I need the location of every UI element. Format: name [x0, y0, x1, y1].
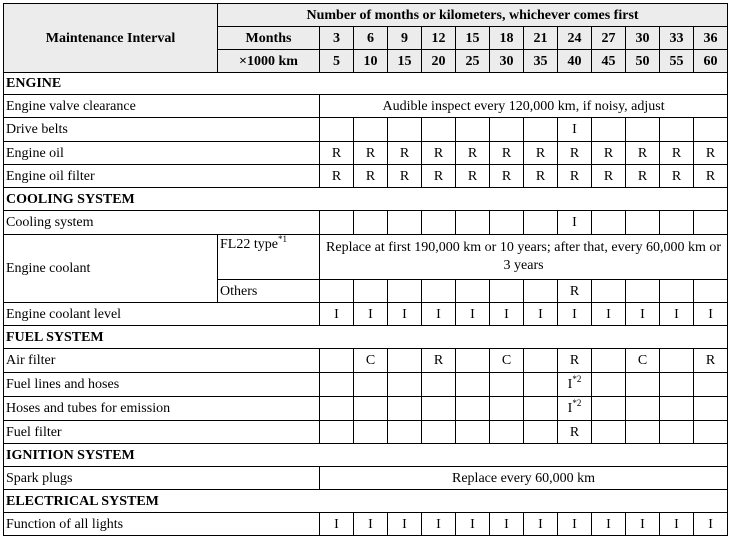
item-row-spark_plugs — [4, 467, 728, 490]
schedule-cell: I — [660, 513, 694, 536]
item-row-valve_clearance — [4, 95, 728, 118]
schedule-cell — [320, 349, 354, 373]
schedule-cell: R — [456, 142, 490, 165]
schedule-cell — [388, 421, 422, 444]
schedule-cell — [592, 280, 626, 303]
schedule-cell — [354, 118, 388, 142]
schedule-cell: R — [320, 142, 354, 165]
schedule-cell — [694, 280, 728, 303]
schedule-cell — [456, 421, 490, 444]
months-label: Months — [218, 27, 320, 50]
km-header-15: 15 — [388, 50, 422, 73]
schedule-cell: I — [660, 303, 694, 326]
coolant-type-fl22 — [218, 235, 320, 280]
month-header-15: 15 — [456, 27, 490, 50]
schedule-cell: I — [694, 303, 728, 326]
item-row-cooling_system — [4, 211, 728, 235]
schedule-cell: C — [490, 349, 524, 373]
item-row-drive_belts — [4, 118, 728, 142]
schedule-cell: R — [592, 142, 626, 165]
schedule-cell-value: I — [567, 401, 573, 416]
schedule-cell — [490, 373, 524, 397]
coolant-type-others: Others — [218, 280, 320, 303]
schedule-cell — [456, 397, 490, 421]
schedule-cell — [626, 397, 660, 421]
schedule-cell — [694, 211, 728, 235]
schedule-cell: R — [320, 165, 354, 188]
item-label: Air filter — [4, 349, 320, 373]
section-row-fuel — [4, 326, 728, 349]
schedule-cell: I — [626, 513, 660, 536]
schedule-cell — [354, 211, 388, 235]
month-header-9: 9 — [388, 27, 422, 50]
item-label: Hoses and tubes for emission — [4, 397, 320, 421]
schedule-cell: R — [558, 142, 592, 165]
schedule-cell — [592, 397, 626, 421]
km-header-10: 10 — [354, 50, 388, 73]
schedule-cell — [694, 373, 728, 397]
header-row-title — [4, 4, 728, 27]
item-label: Fuel lines and hoses — [4, 373, 320, 397]
km-header-5: 5 — [320, 50, 354, 73]
item-note: Replace at first 190,000 km or 10 years; after that, every 60,000 km or 3 years — [320, 235, 728, 280]
maintenance-interval-header: Maintenance Interval — [4, 4, 218, 73]
schedule-cell — [320, 118, 354, 142]
schedule-cell: I — [694, 513, 728, 536]
schedule-cell — [422, 373, 456, 397]
schedule-cell — [558, 397, 592, 421]
schedule-cell — [660, 349, 694, 373]
schedule-cell — [388, 211, 422, 235]
schedule-cell — [354, 373, 388, 397]
km-header-30: 30 — [490, 50, 524, 73]
item-row-coolant-fl22 — [4, 235, 728, 280]
schedule-cell: I — [456, 303, 490, 326]
item-label: Drive belts — [4, 118, 320, 142]
section-heading-engine: ENGINE — [4, 73, 728, 95]
km-header-60: 60 — [694, 50, 728, 73]
schedule-cell: I — [626, 303, 660, 326]
schedule-cell — [592, 349, 626, 373]
schedule-cell — [660, 421, 694, 444]
schedule-cell: R — [354, 142, 388, 165]
month-header-21: 21 — [524, 27, 558, 50]
month-header-36: 36 — [694, 27, 728, 50]
schedule-cell: I — [354, 303, 388, 326]
schedule-cell: R — [694, 165, 728, 188]
schedule-cell — [456, 280, 490, 303]
schedule-cell — [524, 397, 558, 421]
schedule-cell — [558, 373, 592, 397]
item-row-emission_hoses — [4, 397, 728, 421]
schedule-cell — [490, 421, 524, 444]
schedule-cell — [660, 397, 694, 421]
item-label: Fuel filter — [4, 421, 320, 444]
schedule-cell — [422, 280, 456, 303]
schedule-cell — [388, 349, 422, 373]
footnote-marker: *1 — [277, 234, 287, 244]
schedule-cell — [422, 397, 456, 421]
maintenance-schedule-table — [3, 3, 728, 536]
schedule-cell: I — [422, 303, 456, 326]
schedule-cell — [490, 118, 524, 142]
schedule-cell — [592, 373, 626, 397]
schedule-cell: I — [558, 303, 592, 326]
schedule-cell: R — [558, 165, 592, 188]
item-label: Spark plugs — [4, 467, 320, 490]
schedule-cell — [320, 397, 354, 421]
month-header-12: 12 — [422, 27, 456, 50]
schedule-cell — [422, 211, 456, 235]
schedule-cell: R — [694, 142, 728, 165]
schedule-cell — [320, 421, 354, 444]
schedule-cell — [694, 118, 728, 142]
schedule-cell — [524, 118, 558, 142]
schedule-cell — [456, 349, 490, 373]
km-header-25: 25 — [456, 50, 490, 73]
section-heading-fuel: FUEL SYSTEM — [4, 326, 728, 349]
month-header-27: 27 — [592, 27, 626, 50]
schedule-cell — [626, 118, 660, 142]
schedule-cell — [388, 280, 422, 303]
item-label: Cooling system — [4, 211, 320, 235]
schedule-cell: I — [558, 513, 592, 536]
schedule-cell: I — [388, 513, 422, 536]
item-label: Engine oil filter — [4, 165, 320, 188]
schedule-cell — [660, 280, 694, 303]
schedule-cell — [524, 349, 558, 373]
schedule-cell-value: I — [567, 377, 573, 392]
km-header-45: 45 — [592, 50, 626, 73]
schedule-cell — [422, 421, 456, 444]
item-label: Engine coolant level — [4, 303, 320, 326]
section-heading-cooling: COOLING SYSTEM — [4, 188, 728, 211]
schedule-cell: I — [524, 513, 558, 536]
schedule-cell: I — [490, 303, 524, 326]
item-row-lights — [4, 513, 728, 536]
item-label: Engine coolant — [4, 235, 218, 303]
schedule-cell: R — [660, 142, 694, 165]
schedule-cell — [320, 280, 354, 303]
schedule-cell — [456, 373, 490, 397]
schedule-cell — [422, 118, 456, 142]
km-header-55: 55 — [660, 50, 694, 73]
schedule-cell — [456, 211, 490, 235]
schedule-cell — [626, 211, 660, 235]
footnote-marker: *2 — [572, 398, 582, 408]
schedule-cell: I — [456, 513, 490, 536]
item-row-coolant_level — [4, 303, 728, 326]
schedule-cell — [388, 373, 422, 397]
schedule-cell — [524, 421, 558, 444]
section-heading-electrical: ELECTRICAL SYSTEM — [4, 490, 728, 513]
schedule-cell — [490, 397, 524, 421]
schedule-cell: I — [320, 513, 354, 536]
km-header-50: 50 — [626, 50, 660, 73]
schedule-cell: R — [354, 165, 388, 188]
month-header-33: 33 — [660, 27, 694, 50]
km-header-35: 35 — [524, 50, 558, 73]
item-row-fuel_lines — [4, 373, 728, 397]
schedule-cell: I — [558, 118, 592, 142]
schedule-cell — [626, 421, 660, 444]
schedule-cell: R — [558, 349, 592, 373]
schedule-cell — [524, 211, 558, 235]
schedule-cell — [388, 397, 422, 421]
month-header-6: 6 — [354, 27, 388, 50]
month-header-3: 3 — [320, 27, 354, 50]
km-label: ×1000 km — [218, 50, 320, 73]
schedule-cell: R — [558, 280, 592, 303]
schedule-cell: I — [592, 513, 626, 536]
item-note: Replace every 60,000 km — [320, 467, 728, 490]
item-label: Engine oil — [4, 142, 320, 165]
month-header-18: 18 — [490, 27, 524, 50]
schedule-cell — [592, 211, 626, 235]
schedule-cell — [694, 397, 728, 421]
km-header-40: 40 — [558, 50, 592, 73]
coolant-type-label: FL22 type — [220, 237, 278, 252]
section-heading-ignition: IGNITION SYSTEM — [4, 444, 728, 467]
schedule-cell: R — [422, 349, 456, 373]
schedule-cell: R — [694, 349, 728, 373]
schedule-cell — [320, 211, 354, 235]
month-header-30: 30 — [626, 27, 660, 50]
schedule-cell: R — [388, 165, 422, 188]
schedule-cell — [592, 421, 626, 444]
schedule-cell: I — [592, 303, 626, 326]
schedule-cell: R — [592, 165, 626, 188]
schedule-cell: R — [626, 142, 660, 165]
schedule-cell: R — [422, 142, 456, 165]
schedule-cell: I — [354, 513, 388, 536]
item-row-air_filter — [4, 349, 728, 373]
schedule-cell: I — [422, 513, 456, 536]
schedule-cell — [320, 373, 354, 397]
schedule-cell: R — [388, 142, 422, 165]
schedule-cell — [354, 421, 388, 444]
schedule-cell — [626, 373, 660, 397]
footnote-marker: *2 — [572, 374, 582, 384]
schedule-cell — [456, 118, 490, 142]
item-label: Engine valve clearance — [4, 95, 320, 118]
schedule-cell — [388, 118, 422, 142]
section-row-engine — [4, 73, 728, 95]
schedule-cell: R — [490, 142, 524, 165]
section-row-ignition — [4, 444, 728, 467]
schedule-cell: I — [388, 303, 422, 326]
schedule-cell: R — [558, 421, 592, 444]
schedule-cell — [660, 118, 694, 142]
schedule-cell: R — [490, 165, 524, 188]
item-row-oil_filter — [4, 165, 728, 188]
schedule-cell — [694, 421, 728, 444]
schedule-cell: C — [354, 349, 388, 373]
km-header-20: 20 — [422, 50, 456, 73]
schedule-cell — [626, 280, 660, 303]
schedule-cell — [490, 211, 524, 235]
schedule-cell: R — [456, 165, 490, 188]
schedule-cell: R — [626, 165, 660, 188]
interval-span-title: Number of months or kilometers, whichever comes first — [218, 4, 728, 27]
schedule-cell — [524, 280, 558, 303]
schedule-cell — [592, 118, 626, 142]
schedule-cell: C — [626, 349, 660, 373]
schedule-cell — [354, 397, 388, 421]
schedule-cell: R — [524, 165, 558, 188]
section-row-electrical — [4, 490, 728, 513]
item-row-fuel_filter — [4, 421, 728, 444]
schedule-cell — [524, 373, 558, 397]
schedule-body — [4, 4, 728, 536]
section-row-cooling — [4, 188, 728, 211]
schedule-cell — [490, 280, 524, 303]
item-row-engine_oil — [4, 142, 728, 165]
schedule-cell: I — [490, 513, 524, 536]
schedule-cell: I — [524, 303, 558, 326]
schedule-cell — [354, 280, 388, 303]
schedule-cell: R — [524, 142, 558, 165]
month-header-24: 24 — [558, 27, 592, 50]
item-label: Function of all lights — [4, 513, 320, 536]
schedule-cell: R — [422, 165, 456, 188]
item-note: Audible inspect every 120,000 km, if noisy, adjust — [320, 95, 728, 118]
schedule-cell: I — [558, 211, 592, 235]
schedule-cell: I — [320, 303, 354, 326]
schedule-cell — [660, 211, 694, 235]
schedule-cell: R — [660, 165, 694, 188]
schedule-cell — [660, 373, 694, 397]
